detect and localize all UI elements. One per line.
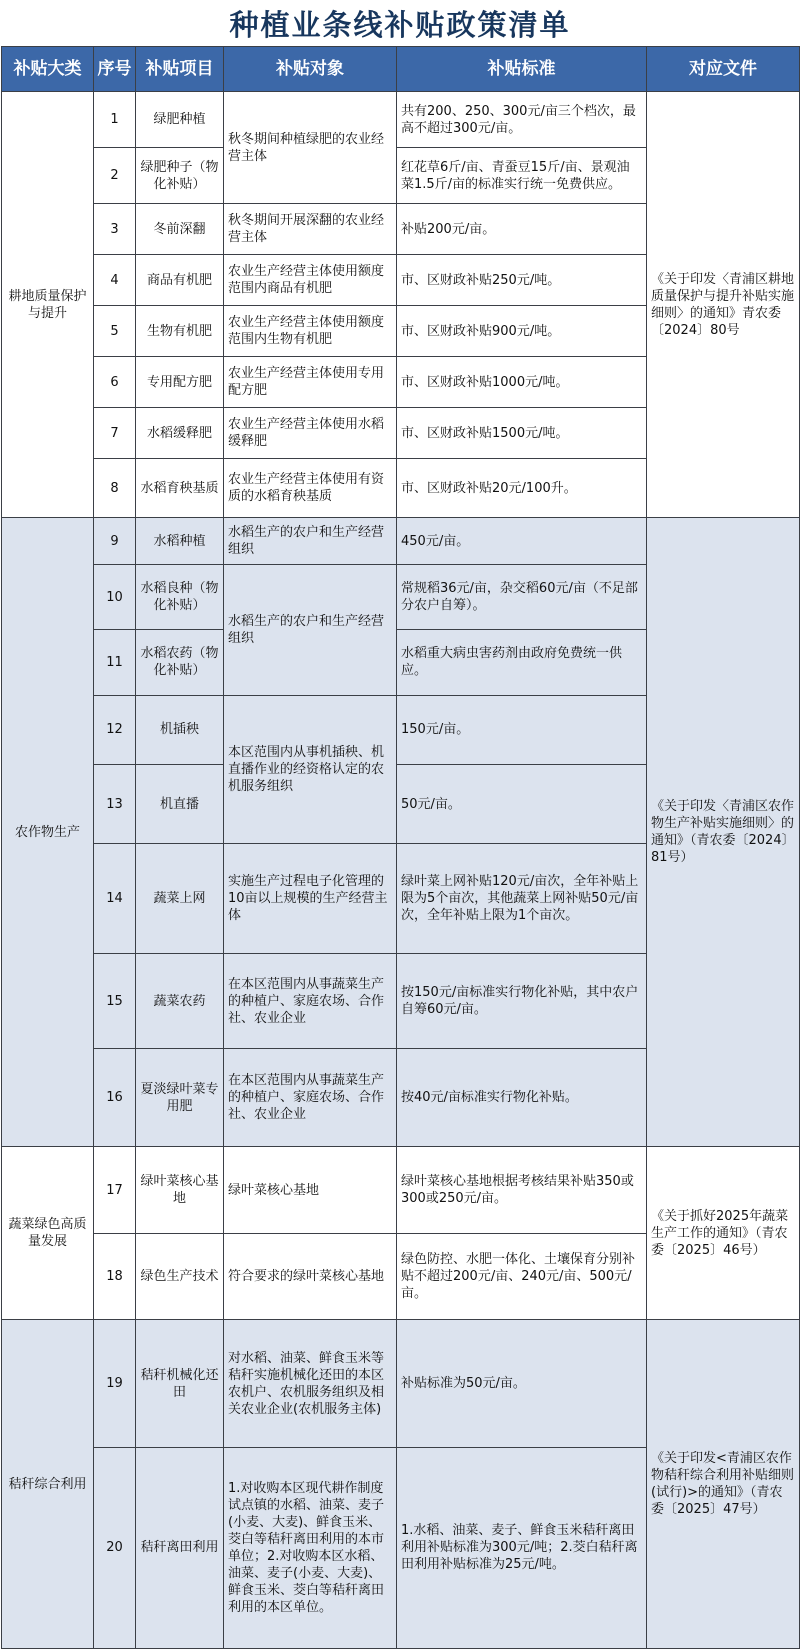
- page-title: 种植业条线补贴政策清单: [229, 7, 571, 42]
- target-cell: 农业生产经营主体使用额度范围内商品有机肥: [224, 255, 397, 306]
- header-category: 补贴大类: [2, 47, 94, 92]
- header-item: 补贴项目: [136, 47, 224, 92]
- row-number: 6: [94, 357, 136, 408]
- row-number: 7: [94, 408, 136, 459]
- table-row: [2, 1320, 800, 1447]
- item-cell: 水稻缓释肥: [136, 408, 224, 459]
- item-cell: 秸秆离田利用: [136, 1447, 224, 1648]
- document-cell: 《关于印发<青浦区农作物秸秆综合利用补贴细则(试行)>的通知》（青农委〔2025〕47号）: [647, 1320, 800, 1649]
- standard-cell: 市、区财政补贴20元/100升。: [397, 459, 647, 518]
- target-cell: 本区范围内从事机插秧、机直播作业的经资格认定的农机服务组织: [224, 695, 397, 844]
- row-number: 5: [94, 306, 136, 357]
- standard-cell: 绿叶菜上网补贴120元/亩次，全年补贴上限为5个亩次，其他蔬菜上网补贴50元/亩次，全年补贴上限为1个亩次。: [397, 844, 647, 954]
- standard-cell: 水稻重大病虫害药剂由政府免费统一供应。: [397, 630, 647, 695]
- target-cell: 对水稻、油菜、鲜食玉米等秸秆实施机械化还田的本区农机户、农机服务组织及相关农业企业(农机服务主体): [224, 1320, 397, 1447]
- row-number: 3: [94, 204, 136, 255]
- item-cell: 绿肥种子（物化补贴）: [136, 148, 224, 204]
- row-number: 8: [94, 459, 136, 518]
- item-cell: 水稻良种（物化补贴）: [136, 565, 224, 630]
- item-cell: 商品有机肥: [136, 255, 224, 306]
- standard-cell: 市、区财政补贴1000元/吨。: [397, 357, 647, 408]
- table-row: [2, 1147, 800, 1234]
- target-cell: 秋冬期间种植绿肥的农业经营主体: [224, 92, 397, 204]
- document-cell: 《关于抓好2025年蔬菜生产工作的通知》（青农委〔2025〕46号）: [647, 1147, 800, 1320]
- item-cell: 水稻种植: [136, 518, 224, 565]
- standard-cell: 共有200、250、300元/亩三个档次，最高不超过300元/亩。: [397, 92, 647, 148]
- target-cell: 农业生产经营主体使用水稻缓释肥: [224, 408, 397, 459]
- target-cell: 1.对收购本区现代耕作制度试点镇的水稻、油菜、麦子(小麦、大麦)、鲜食玉米、茭白等秸秆离田利用的本市单位；2.对收购本区水稻、油菜、麦子(小麦、大麦)、鲜食玉米、茭白等秸秆离田利用的本区单位。: [224, 1447, 397, 1648]
- document-cell: 《关于印发〈青浦区耕地质量保护与提升补贴实施细则〉的通知》青农委〔2024〕80号: [647, 92, 800, 518]
- standard-cell: 市、区财政补贴250元/吨。: [397, 255, 647, 306]
- row-number: 17: [94, 1147, 136, 1234]
- category-cell: 蔬菜绿色高质量发展: [2, 1147, 94, 1320]
- header-standard: 补贴标准: [397, 47, 647, 92]
- row-number: 15: [94, 954, 136, 1049]
- item-cell: 生物有机肥: [136, 306, 224, 357]
- standard-cell: 绿叶菜核心基地根据考核结果补贴350或300或250元/亩。: [397, 1147, 647, 1234]
- target-cell: 绿叶菜核心基地: [224, 1147, 397, 1234]
- row-number: 4: [94, 255, 136, 306]
- row-number: 11: [94, 630, 136, 695]
- table-row: [2, 518, 800, 565]
- item-cell: 水稻育秧基质: [136, 459, 224, 518]
- item-cell: 机插秧: [136, 695, 224, 764]
- target-cell: 农业生产经营主体使用有资质的水稻育秧基质: [224, 459, 397, 518]
- row-number: 10: [94, 565, 136, 630]
- target-cell: 实施生产过程电子化管理的10亩以上规模的生产经营主体: [224, 844, 397, 954]
- standard-cell: 市、区财政补贴900元/吨。: [397, 306, 647, 357]
- item-cell: 绿色生产技术: [136, 1233, 224, 1320]
- category-cell: 秸秆综合利用: [2, 1320, 94, 1649]
- target-cell: 符合要求的绿叶菜核心基地: [224, 1233, 397, 1320]
- category-cell: 农作物生产: [2, 518, 94, 1147]
- header-document: 对应文件: [647, 47, 800, 92]
- table-header-row: [2, 47, 800, 92]
- item-cell: 水稻农药（物化补贴）: [136, 630, 224, 695]
- standard-cell: 50元/亩。: [397, 764, 647, 844]
- standard-cell: 常规稻36元/亩，杂交稻60元/亩（不足部分农户自筹）。: [397, 565, 647, 630]
- row-number: 18: [94, 1233, 136, 1320]
- header-number: 序号: [94, 47, 136, 92]
- row-number: 2: [94, 148, 136, 204]
- row-number: 13: [94, 764, 136, 844]
- target-cell: 在本区范围内从事蔬菜生产的种植户、家庭农场、合作社、农业企业: [224, 954, 397, 1049]
- category-cell: 耕地质量保护与提升: [2, 92, 94, 518]
- target-cell: 水稻生产的农户和生产经营组织: [224, 518, 397, 565]
- target-cell: 农业生产经营主体使用专用配方肥: [224, 357, 397, 408]
- item-cell: 冬前深翻: [136, 204, 224, 255]
- standard-cell: 按40元/亩标准实行物化补贴。: [397, 1049, 647, 1147]
- item-cell: 蔬菜上网: [136, 844, 224, 954]
- standard-cell: 市、区财政补贴1500元/吨。: [397, 408, 647, 459]
- row-number: 19: [94, 1320, 136, 1447]
- row-number: 9: [94, 518, 136, 565]
- item-cell: 专用配方肥: [136, 357, 224, 408]
- table-row: [2, 92, 800, 148]
- standard-cell: 绿色防控、水肥一体化、土壤保育分别补贴不超过200元/亩、240元/亩、500元/亩。: [397, 1233, 647, 1320]
- item-cell: 绿叶菜核心基地: [136, 1147, 224, 1234]
- row-number: 14: [94, 844, 136, 954]
- standard-cell: 红花草6斤/亩、青蚕豆15斤/亩、景观油菜1.5斤/亩的标准实行统一免费供应。: [397, 148, 647, 204]
- target-cell: 秋冬期间开展深翻的农业经营主体: [224, 204, 397, 255]
- item-cell: 机直播: [136, 764, 224, 844]
- standard-cell: 补贴200元/亩。: [397, 204, 647, 255]
- header-target: 补贴对象: [224, 47, 397, 92]
- item-cell: 绿肥种植: [136, 92, 224, 148]
- target-cell: 农业生产经营主体使用额度范围内生物有机肥: [224, 306, 397, 357]
- standard-cell: 450元/亩。: [397, 518, 647, 565]
- standard-cell: 按150元/亩标准实行物化补贴，其中农户自筹60元/亩。: [397, 954, 647, 1049]
- row-number: 1: [94, 92, 136, 148]
- item-cell: 蔬菜农药: [136, 954, 224, 1049]
- item-cell: 秸秆机械化还田: [136, 1320, 224, 1447]
- standard-cell: 1.水稻、油菜、麦子、鲜食玉米秸秆离田利用补贴标准为300元/吨；2.茭白秸秆离田利用补贴标准为25元/吨。: [397, 1447, 647, 1648]
- row-number: 16: [94, 1049, 136, 1147]
- standard-cell: 补贴标准为50元/亩。: [397, 1320, 647, 1447]
- row-number: 12: [94, 695, 136, 764]
- standard-cell: 150元/亩。: [397, 695, 647, 764]
- subsidy-policy-table: [1, 46, 800, 1649]
- target-cell: 在本区范围内从事蔬菜生产的种植户、家庭农场、合作社、农业企业: [224, 1049, 397, 1147]
- row-number: 20: [94, 1447, 136, 1648]
- document-cell: 《关于印发〈青浦区农作物生产补贴实施细则〉的通知》（青农委〔2024〕81号）: [647, 518, 800, 1147]
- item-cell: 夏淡绿叶菜专用肥: [136, 1049, 224, 1147]
- target-cell: 水稻生产的农户和生产经营组织: [224, 565, 397, 696]
